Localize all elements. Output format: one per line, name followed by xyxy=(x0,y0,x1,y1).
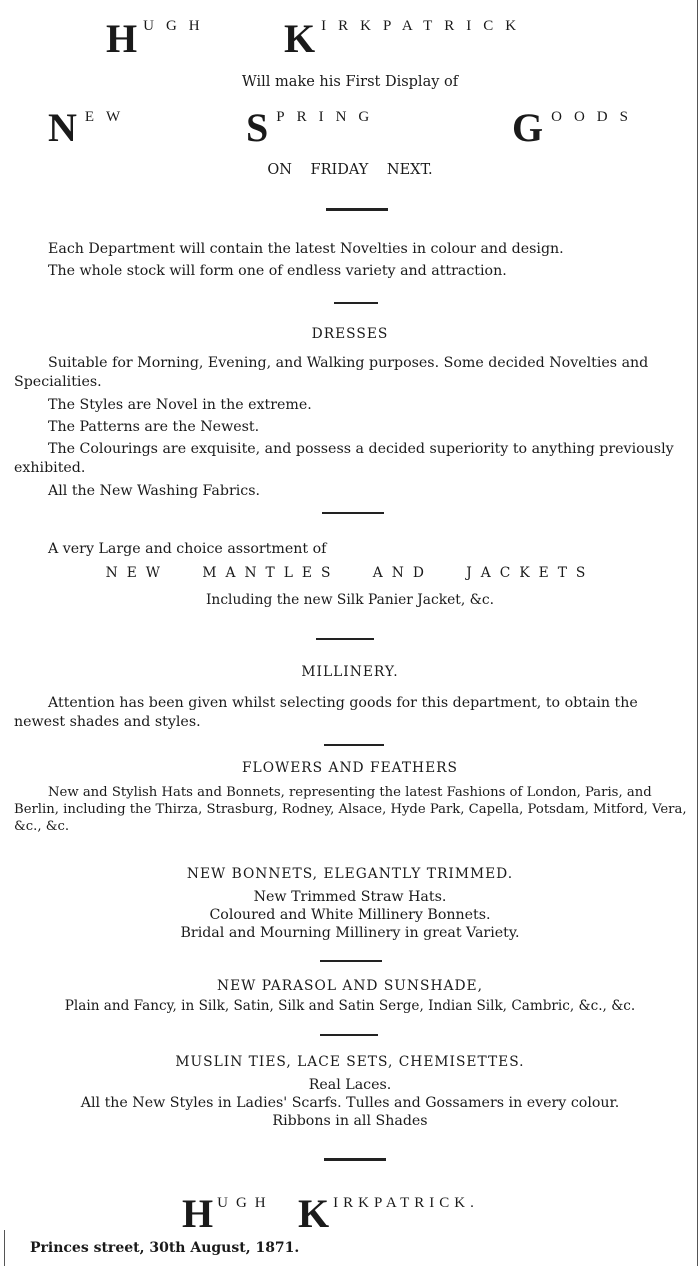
header-first-rest: UGH xyxy=(143,18,212,34)
mantles-sub: Including the new Silk Panier Jacket, &c. xyxy=(205,592,494,608)
headline-new-initial: N xyxy=(48,105,77,150)
dresses-line-3: The Patterns are the Newest. xyxy=(48,419,260,435)
separator-5 xyxy=(324,744,384,746)
parasol-text: Plain and Fancy, in Silk, Satin, Silk and Satin Serge, Indian Silk, Cambric, &c., &c. xyxy=(64,998,636,1014)
dresses-line-4: The Colourings are exquisite, and possess a decided superiority to anything previously exhibited. xyxy=(14,441,674,476)
flowers-text: New and Stylish Hats and Bonnets, representing the latest Fashions of London, Paris, and Berlin, including the Thirza, Strasburg, Rodney, Alsace, Hyde Park, Capella, Potsdam, Mitford, Vera, &c., &c. xyxy=(14,785,687,834)
header-name xyxy=(106,18,212,59)
bonnets-line-3: Bridal and Mourning Millinery in great Variety. xyxy=(180,925,520,941)
headline-goods xyxy=(512,105,640,150)
dresses-heading: DRESSES xyxy=(311,326,389,342)
header-first-initial: H xyxy=(106,16,138,61)
mantles-heading: NEW MANTLES AND JACKETS xyxy=(105,565,595,581)
header-last-initial: K xyxy=(284,16,316,61)
headline-spring-rest: PRING xyxy=(276,109,382,125)
dresses-line-5: All the New Washing Fabrics. xyxy=(48,483,261,499)
display-date: ON FRIDAY NEXT. xyxy=(267,162,433,178)
separator-3 xyxy=(322,512,384,514)
muslin-line-2: All the New Styles in Ladies' Scarfs. Tulles and Gossamers in every colour. xyxy=(80,1095,620,1111)
headline-goods-rest: OODS xyxy=(551,109,640,125)
parasol-heading: NEW PARASOL AND SUNSHADE, xyxy=(217,978,483,994)
footer-address: Princes street, 30th August, 1871. xyxy=(30,1240,300,1256)
bonnets-line-2: Coloured and White Millinery Bonnets. xyxy=(209,907,491,923)
separator-7 xyxy=(320,1034,378,1036)
footer-last-rest: IRKPATRICK. xyxy=(333,1195,479,1211)
mantles-lead: A very Large and choice assortment of xyxy=(48,541,327,557)
footer-name xyxy=(182,1191,274,1236)
header-last-rest: IRKPATRICK xyxy=(321,18,529,34)
dresses-line-2: The Styles are Novel in the extreme. xyxy=(48,397,312,413)
dresses-line-1: Suitable for Morning, Evening, and Walking purposes. Some decided Novelties and Specialities. xyxy=(14,355,649,390)
bonnets-heading: NEW BONNETS, ELEGANTLY TRIMMED. xyxy=(186,866,514,882)
footer-first-rest: UGH xyxy=(217,1195,274,1211)
headline-new xyxy=(48,105,133,150)
header-surname xyxy=(284,18,528,59)
headline-goods-initial: G xyxy=(512,105,544,150)
separator-6 xyxy=(320,960,382,962)
muslin-line-3: Ribbons in all Shades xyxy=(272,1113,428,1129)
header-intro: Will make his First Display of xyxy=(241,74,459,90)
separator-1 xyxy=(326,208,388,211)
footer-last-initial: K xyxy=(298,1191,330,1236)
muslin-heading: MUSLIN TIES, LACE SETS, CHEMISETTES. xyxy=(175,1054,525,1070)
flowers-heading: FLOWERS AND FEATHERS xyxy=(241,760,458,776)
bonnets-line-1: New Trimmed Straw Hats. xyxy=(253,889,447,905)
separator-8 xyxy=(324,1158,386,1161)
intro-line-1: Each Department will contain the latest Novelties in colour and design. xyxy=(48,241,564,257)
headline-spring-initial: S xyxy=(246,105,269,150)
left-column-rule xyxy=(4,1230,5,1266)
intro-line-2: The whole stock will form one of endless variety and attraction. xyxy=(48,263,507,279)
footer-surname xyxy=(298,1191,479,1236)
footer-first-initial: H xyxy=(182,1191,214,1236)
millinery-text: Attention has been given whilst selecting goods for this department, to obtain the newest shades and styles. xyxy=(14,695,638,730)
separator-2 xyxy=(334,302,378,304)
headline-new-rest: EW xyxy=(84,109,133,125)
headline-spring xyxy=(246,105,382,150)
muslin-line-1: Real Laces. xyxy=(308,1077,392,1093)
millinery-heading: MILLINERY. xyxy=(301,664,399,680)
separator-4 xyxy=(316,638,374,640)
